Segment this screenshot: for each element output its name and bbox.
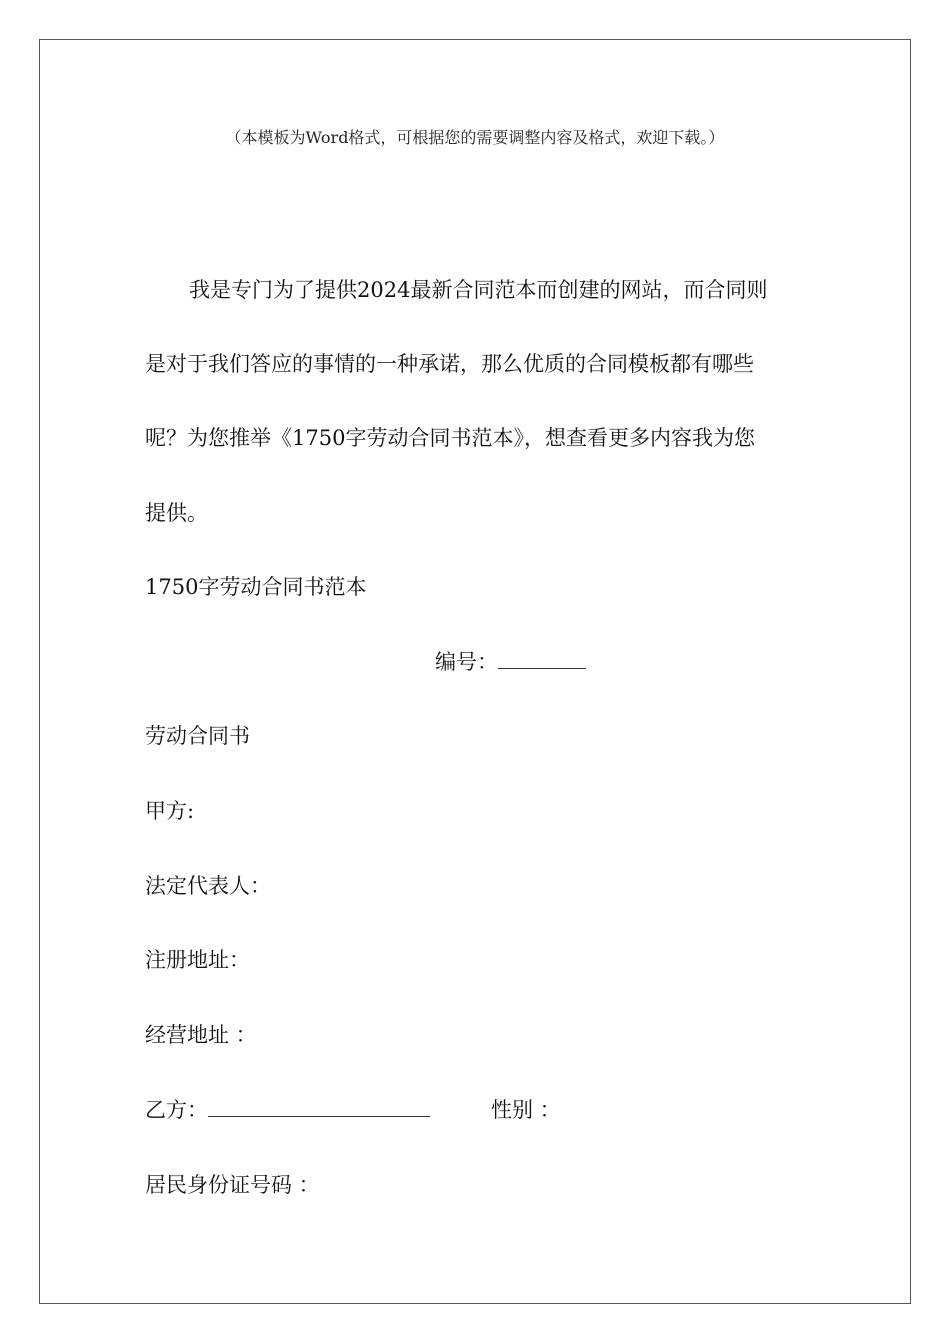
serial-number-blank bbox=[498, 648, 586, 669]
intro-line-3: 呢？为您推举《1750字劳动合同书范本》，想查看更多内容我为您 bbox=[145, 426, 755, 450]
serial-number-row bbox=[435, 648, 586, 676]
business-address-label: 经营地址 ： bbox=[145, 1023, 257, 1047]
registered-address-label: 注册地址： bbox=[145, 948, 250, 972]
intro-line-4: 提供。 bbox=[145, 501, 208, 525]
contract-title: 劳动合同书 bbox=[145, 724, 250, 748]
intro-line-2: 是对于我们答应的事情的一种承诺，那么优质的合同模板都有哪些 bbox=[145, 352, 754, 376]
template-note: （本模板为Word格式，可根据您的需要调整内容及格式，欢迎下载。） bbox=[225, 128, 725, 147]
document-title: 1750字劳动合同书范本 bbox=[145, 575, 367, 599]
party-b-row bbox=[145, 1096, 430, 1124]
party-b-label: 乙方： bbox=[145, 1098, 208, 1122]
party-b-blank bbox=[208, 1096, 430, 1117]
serial-number-label: 编号： bbox=[435, 650, 498, 674]
party-a-label: 甲方: bbox=[145, 799, 195, 823]
id-number-label: 居民身份证号码 ： bbox=[145, 1173, 320, 1197]
legal-representative-label: 法定代表人： bbox=[145, 874, 271, 898]
intro-line-1: 我是专门为了提供2024最新合同范本而创建的网站，而合同则 bbox=[189, 278, 768, 302]
gender-label: 性别 ： bbox=[491, 1098, 561, 1122]
